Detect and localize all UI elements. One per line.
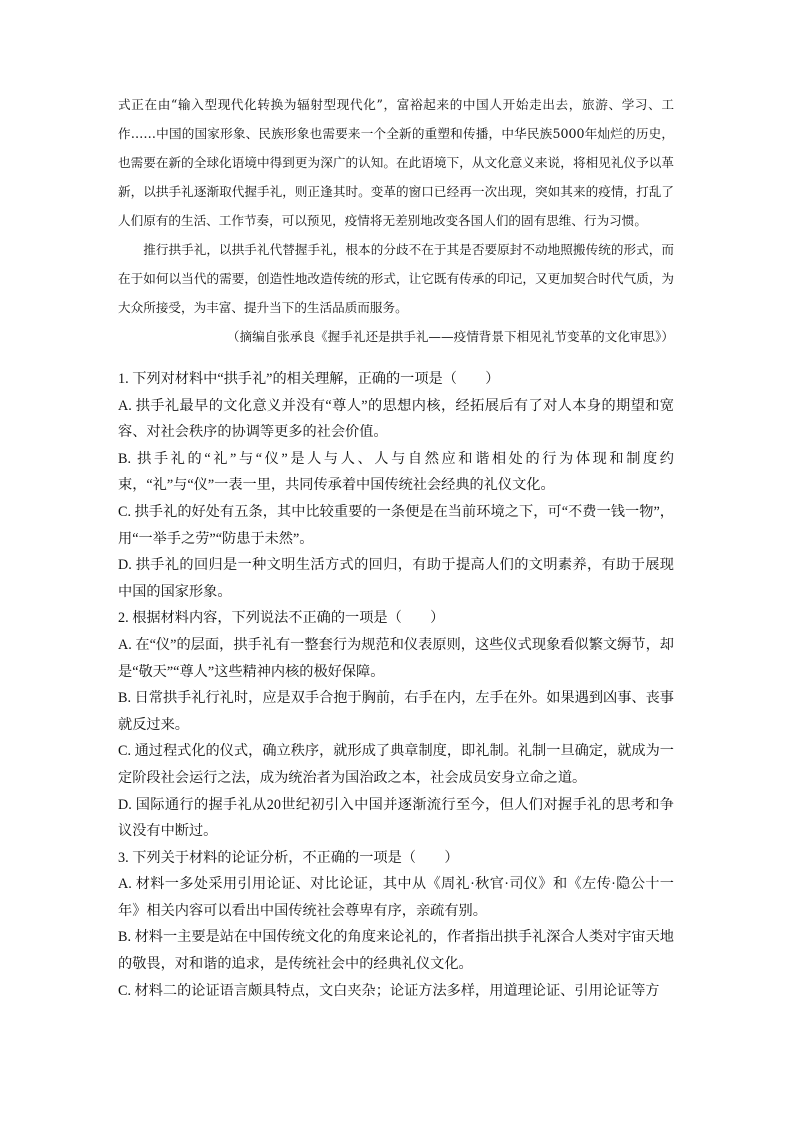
option-d: D. 国际通行的握手礼从20世纪初引入中国并逐渐流行至今，但人们对握手礼的思考和争议没有中断过。: [118, 796, 674, 840]
option-b: B. 拱手礼的“礼”与“仪”是人与人、人与自然应和谐相处的行为体现和制度约束，“礼”与“仪”一表一里，共同传承着中国传统社会经典的礼仪文化。: [118, 450, 674, 494]
option-c: C. 材料二的论证语言颇具特点，文白夹杂；论证方法多样，用道理论证、引用论证等方: [118, 982, 660, 999]
question-1: [118, 366, 674, 605]
question-stem: 3. 下列关于材料的论证分析，不正确的一项是（ ）: [118, 849, 459, 866]
option-b: B. 日常拱手礼行礼时，应是双手合抱于胸前，右手在内，左手在外。如果遇到凶事、丧事就反过来。: [118, 690, 674, 733]
reading-passage: [118, 90, 674, 351]
option-c: C. 拱手礼的好处有五条，其中比较重要的一条便是在当前环境之下，可“不费一钱一物”，用“一举手之劳”“防患于未然”。: [118, 503, 674, 547]
option-d: D. 拱手礼的回归是一种文明生活方式的回归，有助于提高人们的文明素养，有助于展现中国的国家形象。: [118, 557, 674, 600]
question-3: [118, 845, 674, 1005]
question-stem: 1. 下列对材料中“拱手礼”的相关理解，正确的一项是（ ）: [118, 371, 500, 387]
option-a: A. 在“仪”的层面，拱手礼有一整套行为规范和仪表原则，这些仪式现象看似繁文缛节，却是“敬天”“尊人”这些精神内核的极好保障。: [118, 636, 674, 680]
passage-source-citation: （摘编自张承良《握手礼还是拱手礼——疫情背景下相见礼节变革的文化审思》）: [226, 329, 674, 344]
question-2: [118, 605, 674, 844]
option-c: C. 通过程式化的仪式，确立秩序，就形成了典章制度，即礼制。礼制一旦确定，就成为一定阶段社会运行之法，成为统治者为国治政之本，社会成员安身立命之道。: [118, 743, 674, 786]
option-a: A. 材料一多处采用引用论证、对比论证，其中从《周礼·秋官·司仪》和《左传·隐公十一年》相关内容可以看出中国传统社会尊卑有序，亲疏有别。: [118, 876, 674, 919]
question-list: [118, 366, 674, 1004]
question-stem: 2. 根据材料内容，下列说法不正确的一项是（ ）: [118, 610, 445, 627]
option-b: B. 材料一主要是站在中国传统文化的角度来论礼的，作者指出拱手礼深合人类对宇宙天地的敬畏，对和谐的追求，是传统社会中的经典礼仪文化。: [118, 929, 674, 973]
passage-paragraph-1: 式正在由“输入型现代化转换为辐射型现代化”，富裕起来的中国人开始走出去，旅游、学习、工作……中国的国家形象、民族形象也需要来一个全新的重塑和传播，中华民族5000年灿烂的历史，也需要在新的全球化语境中得到更为深广的认知。在此语境下，从文化意义来说，将相见礼仪予以革新，以拱手礼逐渐取代握手礼，则正逢其时。变革的窗口已经再一次出现，突如其来的疫情，打乱了人们原有的生活、工作节奏，可以预见，疫情将无差别地改变各国人们的固有思维、行为习惯。: [118, 97, 674, 228]
passage-paragraph-2: 推行拱手礼，以拱手礼代替握手礼，根本的分歧不在于其是否要原封不动地照搬传统的形式，而在于如何以当代的需要，创造性地改造传统的形式，让它既有传承的印记，又更加契合时代气质，为大众所接受，为丰富、提升当下的生活品质而服务。: [118, 242, 674, 315]
option-a: A. 拱手礼最早的文化意义并没有“尊人”的思想内核，经拓展后有了对人本身的期望和宽容、对社会秩序的协调等更多的社会价值。: [118, 397, 674, 441]
